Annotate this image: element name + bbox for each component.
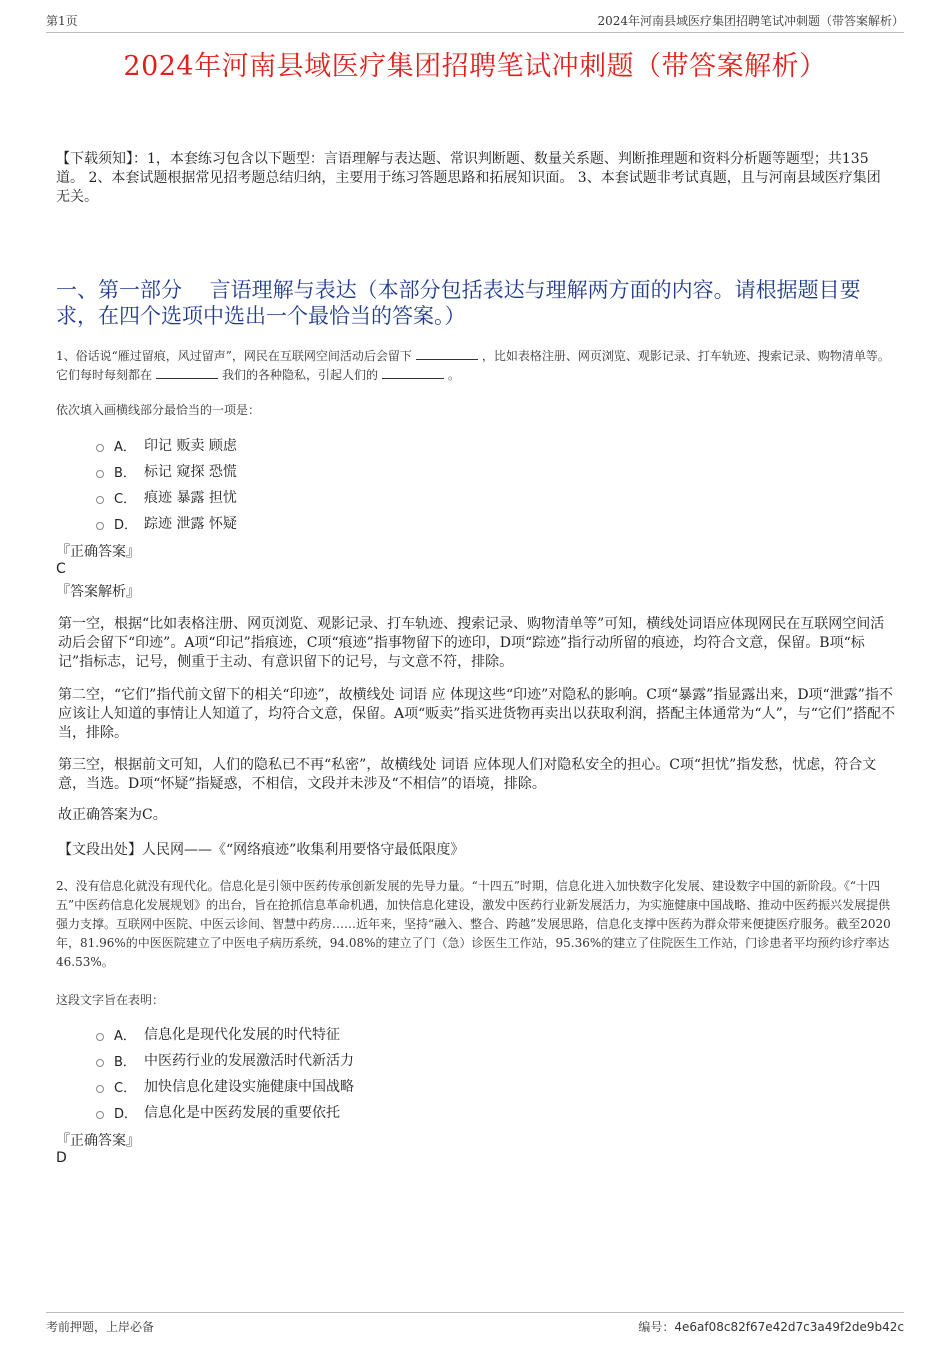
analysis-paragraph-2: 第二空，“它们”指代前文留下的相关“印迹”，故横线处 词语 应 体现这些“印迹”对隐私的影响。C项“暴露”指显露出来，D项“泄露”指不应该让人知道的事情让人知道了，均符合文意，保留。A项“贩卖”指买进货物再卖出以获取利润，搭配主体通常为“人”，与“它们”搭配不当，排除。 xyxy=(58,687,896,741)
radio-icon[interactable] xyxy=(96,1111,104,1119)
download-notice: 【下载须知】：1，本套练习包含以下题型：言语理解与表达题、常识判断题、数量关系题、判断推理题和资料分析题等题型；共135道。 2、本套试题根据常见招考题总结归纳，主要用于练习答题思路和拓展知识面。 3、本套试题非考试真题，且与河南县域医疗集团无关。 xyxy=(56,151,881,205)
answer-label: 『正确答案』 xyxy=(56,544,140,560)
question-2-text: 2、没有信息化就没有现代化。信息化是引领中医药传承创新发展的先导力量。“十四五”时期，信息化进入加快数字化发展、建设数字中国的新阶段。《“十四五”中医药信息化发展规划》的出台，旨在抢抓信息革命机遇，加快信息化建设，激发中医药行业新发展活力，为实施健康中国战略、推动中医药振兴发展提供强力支撑。互联网中医院、中医云诊间、智慧中药房……近年来，坚持“融入、整合、跨越”发展思路，信息化支撑中医药为群众带来便捷医疗服务。截至2020年，81.96%的中医医院建立了中医电子病历系统，94.08%的建立了门（急）诊医生工作站，95.36%的建立了住院医生工作站，门诊患者平均预约诊疗率达46.53%。 xyxy=(56,879,891,969)
option-b[interactable]: B． 标记 窥探 恐慌 xyxy=(96,458,237,484)
option-d[interactable]: D． 信息化是中医药发展的重要依托 xyxy=(96,1099,354,1125)
question-2-prompt: 这段文字旨在表明： xyxy=(56,993,165,1007)
document-title: 2024年河南县域医疗集团招聘笔试冲刺题（带答案解析） xyxy=(123,51,827,82)
header-doc-title: 2024年河南县域医疗集团招聘笔试冲刺题（带答案解析） xyxy=(597,14,904,28)
source-citation: 【文段出处】人民网——《“网络痕迹”收集利用要恪守最低限度》 xyxy=(58,842,465,858)
analysis-label: 『答案解析』 xyxy=(56,584,140,600)
radio-icon[interactable] xyxy=(96,1085,104,1093)
analysis-paragraph-3: 第三空，根据前文可知，人们的隐私已不再“私密”，故横线处 词语 应体现人们对隐私安全的担心。C项“担忧”指发愁，忧虑，符合文意，当选。D项“怀疑”指疑惑，不相信，文段并未涉及“不相信”的语境，排除。 xyxy=(58,757,877,792)
blank-2 xyxy=(156,367,218,379)
question-1-prompt: 依次填入画横线部分最恰当的一项是： xyxy=(56,403,261,417)
question-1-options xyxy=(96,432,237,536)
radio-icon[interactable] xyxy=(96,522,104,530)
blank-3 xyxy=(382,367,444,379)
radio-icon[interactable] xyxy=(96,470,104,478)
page-number: 第1页 xyxy=(46,14,78,28)
correct-answer: D xyxy=(56,1150,67,1166)
answer-label: 『正确答案』 xyxy=(56,1133,140,1149)
correct-answer: C xyxy=(56,561,66,577)
question-2-options xyxy=(96,1021,354,1125)
analysis-conclusion: 故正确答案为C。 xyxy=(58,807,167,823)
footer-slogan: 考前押题，上岸必备 xyxy=(46,1320,155,1334)
document-code: 4e6af08c82f67e42d7c3a49f2de9b42c xyxy=(674,1320,904,1334)
option-b[interactable]: B． 中医药行业的发展激活时代新活力 xyxy=(96,1047,354,1073)
footer-code: 编号：4e6af08c82f67e42d7c3a49f2de9b42c xyxy=(638,1320,904,1334)
radio-icon[interactable] xyxy=(96,1033,104,1041)
radio-icon[interactable] xyxy=(96,1059,104,1067)
analysis-paragraph-1: 第一空，根据“比如表格注册、网页浏览、观影记录、打车轨迹、搜索记录、购物清单等”可知，横线处词语应体现网民在互联网空间活动后会留下“印迹”。A项“印记”指痕迹，C项“痕迹”指事物留下的迹印，D项“踪迹”指行动所留的痕迹，均符合文意，保留。B项“标记”指标志，记号，侧重于主动、有意识留下的记号，与文意不符，排除。 xyxy=(58,616,885,670)
radio-icon[interactable] xyxy=(96,444,104,452)
blank-1 xyxy=(416,348,478,360)
radio-icon[interactable] xyxy=(96,496,104,504)
question-1-text: 1、俗话说“雁过留痕，风过留声”，网民在互联网空间活动后会留下 ，比如表格注册、网页浏览、观影记录、打车轨迹、搜索记录、购物清单等。它们每时每刻都在 我们的各种隐私，引起人们的 。 xyxy=(56,349,890,382)
option-d[interactable]: D． 踪迹 泄露 怀疑 xyxy=(96,510,237,536)
section-title: 一、第一部分 言语理解与表达（本部分包括表达与理解两方面的内容。请根据题目要求，在四个选项中选出一个最恰当的答案。） xyxy=(56,278,861,328)
page-footer xyxy=(46,1312,904,1335)
option-c[interactable]: C． 痕迹 暴露 担忧 xyxy=(96,484,237,510)
option-a[interactable]: A． 信息化是现代化发展的时代特征 xyxy=(96,1021,354,1047)
option-a[interactable]: A． 印记 贩卖 顾虑 xyxy=(96,432,237,458)
page-header xyxy=(46,12,904,33)
option-c[interactable]: C． 加快信息化建设实施健康中国战略 xyxy=(96,1073,354,1099)
